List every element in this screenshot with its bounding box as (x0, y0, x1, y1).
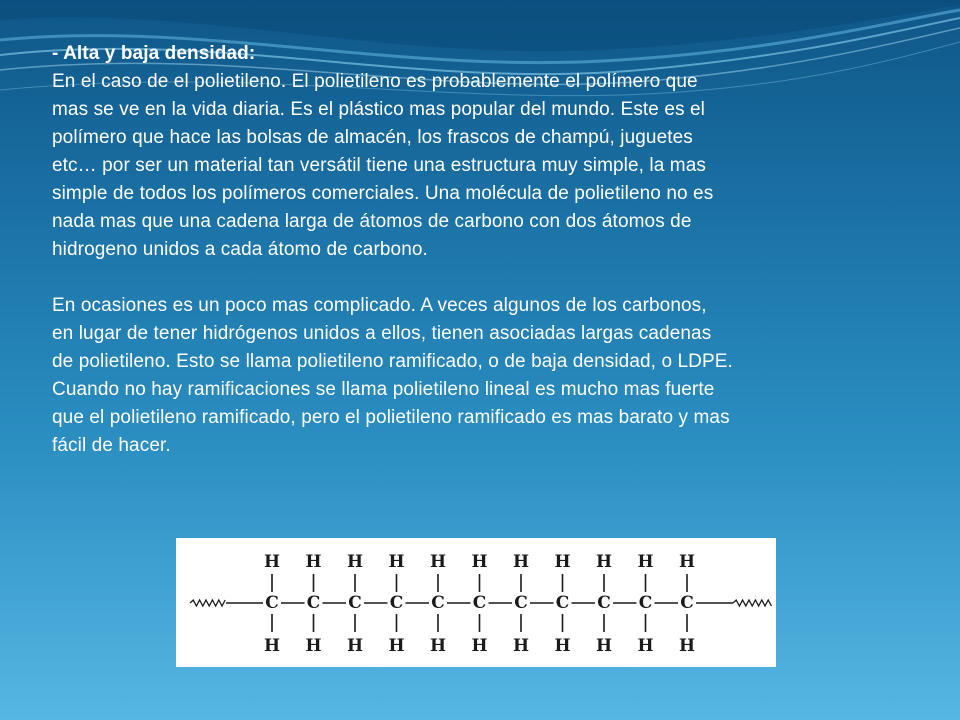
text-line: que el polietileno ramificado, pero el polietileno ramificado es mas barato y mas (52, 407, 730, 428)
hydrogen-atom-bottom: H (346, 636, 364, 656)
hydrogen-atom-bottom: H (263, 636, 281, 656)
carbon-atom: C (389, 593, 404, 613)
hydrogen-atom-bottom: H (471, 636, 488, 656)
carbon-atom: C (265, 593, 279, 613)
carbon-atom: C (555, 593, 570, 613)
polyethylene-structure-figure (176, 538, 776, 667)
polyethylene-chain-diagram (176, 538, 776, 667)
hydrogen-atom-top: H (388, 552, 405, 572)
hydrogen-atom-top: H (512, 552, 530, 572)
text-line: hidrogeno unidos a cada átomo de carbono. (52, 239, 428, 260)
hydrogen-atom-bottom: H (554, 636, 571, 656)
paragraph-polyethylene-intro (52, 68, 912, 264)
hydrogen-atom-bottom: H (429, 636, 447, 656)
slide-text (52, 40, 912, 460)
chain-wavy-end-right (733, 600, 771, 606)
text-line: nada mas que una cadena larga de átomos de carbono con dos átomos de (52, 211, 692, 232)
paragraph-branched-polyethylene (52, 292, 912, 460)
hydrogen-atom-bottom: H (678, 636, 696, 656)
hydrogen-atom-top: H (471, 552, 488, 572)
carbon-atom: C (514, 593, 528, 613)
text-line: mas se ve en la vida diaria. Es el plástico mas popular del mundo. Este es el (52, 99, 705, 120)
hydrogen-atom-bottom: H (388, 636, 405, 656)
hydrogen-atom-bottom: H (512, 636, 530, 656)
carbon-atom: C (638, 593, 653, 613)
carbon-atom: C (597, 593, 611, 613)
text-line: en lugar de tener hidrógenos unidos a ellos, tienen asociadas largas cadenas (52, 323, 712, 344)
hydrogen-atom-bottom: H (637, 636, 654, 656)
carbon-atom: C (348, 593, 362, 613)
text-line: polímero que hace las bolsas de almacén, los frascos de champú, juguetes (52, 127, 693, 148)
text-line: fácil de hacer. (52, 435, 171, 456)
hydrogen-atom-top: H (263, 552, 281, 572)
hydrogen-atom-top: H (678, 552, 696, 572)
hydrogen-atom-top: H (429, 552, 447, 572)
hydrogen-atom-bottom: H (305, 636, 322, 656)
hydrogen-atom-top: H (637, 552, 654, 572)
carbon-atom: C (306, 593, 321, 613)
carbon-atom: C (431, 593, 445, 613)
hydrogen-atom-top: H (305, 552, 322, 572)
text-line: En el caso de el polietileno. El polietileno es probablemente el polímero que (52, 71, 698, 92)
hydrogen-atom-top: H (346, 552, 364, 572)
carbon-atom: C (472, 593, 487, 613)
chain-wavy-end-left (190, 600, 225, 606)
hydrogen-atom-bottom: H (595, 636, 613, 656)
text-line: simple de todos los polímeros comerciales. Una molécula de polietileno no es (52, 183, 714, 204)
text-line: de polietileno. Esto se llama polietileno ramificado, o de baja densidad, o LDPE. (52, 351, 733, 372)
hydrogen-atom-top: H (595, 552, 613, 572)
text-line: etc… por ser un material tan versátil tiene una estructura muy simple, la mas (52, 155, 706, 176)
hydrogen-atom-top: H (554, 552, 571, 572)
text-line: Cuando no hay ramificaciones se llama polietileno lineal es mucho mas fuerte (52, 379, 715, 400)
text-line: En ocasiones es un poco mas complicado. A veces algunos de los carbonos, (52, 295, 707, 316)
carbon-atom: C (680, 593, 694, 613)
section-heading: - Alta y baja densidad: (52, 43, 256, 64)
